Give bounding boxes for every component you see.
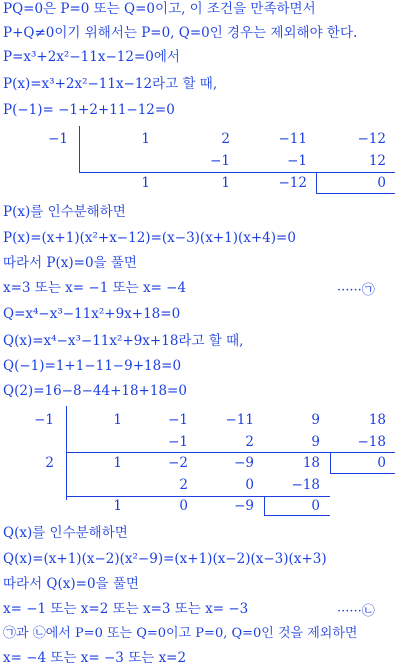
synth1-root: −1 [48, 131, 68, 147]
synth1-r3-c4: 0 [377, 175, 386, 191]
synth1-r1-c3: −11 [278, 131, 307, 147]
synth2-r2-c4: 9 [311, 434, 320, 450]
synth2-remainder-box-1-left [330, 452, 331, 474]
synth2-r1-c4: 9 [311, 412, 320, 428]
text-line-8: 따라서 P(x)=0을 풀면 [3, 255, 137, 271]
text-line-9: x=3 또는 x= −1 또는 x= −4 [3, 280, 187, 296]
text-line-6: P(x)를 인수분해하면 [3, 204, 126, 220]
synth1-r3-c1: 1 [141, 175, 150, 191]
synth2-r3-c5: 0 [377, 455, 386, 471]
text-line-2: P+Q≠0이기 위해서는 P=0, Q=0인 경우는 제외해야 한다. [3, 25, 358, 41]
synth2-r2-c2: −1 [168, 434, 188, 450]
text-line-15: Q(x)=(x+1)(x−2)(x²−9)=(x+1)(x−2)(x−3)(x+3) [3, 551, 327, 567]
synth2-r4-c3: 0 [245, 477, 254, 493]
synth2-r1-c5: 18 [368, 412, 386, 428]
synth2-r3-c3: −9 [234, 455, 254, 471]
synth1-remainder-box-bottom [316, 193, 395, 194]
text-line-12: Q(−1)=1+1−11−9+18=0 [3, 358, 182, 374]
synth2-r5-c4: 0 [311, 498, 320, 514]
synth2-remainder-box-2-bottom [264, 515, 330, 516]
text-line-3: P=x³+2x²−11x−12=0에서 [3, 49, 180, 65]
synth1-r1-c4: −12 [357, 131, 386, 147]
synth2-r2-c3: 2 [245, 434, 254, 450]
synth2-rule-2 [66, 496, 330, 497]
synth2-root2: 2 [45, 455, 54, 471]
synth2-r4-c4: −18 [291, 477, 320, 493]
marker-2: ······㉡ [337, 604, 375, 619]
synth1-r3-c2: 1 [221, 175, 230, 191]
text-line-19: x= −4 또는 x= −3 또는 x=2 [3, 650, 187, 666]
synth1-r1-c1: 1 [141, 131, 150, 147]
synth1-r2-c2: −1 [210, 153, 230, 169]
synth2-r5-c1: 1 [113, 498, 122, 514]
synth2-r4-c2: 2 [179, 477, 188, 493]
synth1-rule [79, 172, 395, 173]
text-line-4: P(x)=x³+2x²−11x−12라고 할 때, [3, 76, 218, 92]
synth2-r1-c1: 1 [113, 412, 122, 428]
text-line-10: Q=x⁴−x³−11x²+9x+18=0 [3, 306, 181, 322]
synth2-r3-c2: −2 [168, 455, 188, 471]
synth1-r2-c3: −1 [287, 153, 307, 169]
synth1-r1-c2: 2 [221, 131, 230, 147]
synth2-r3-c4: 18 [302, 455, 320, 471]
synth2-remainder-box-1-bottom [330, 473, 395, 474]
synth2-r1-c3: −11 [225, 412, 254, 428]
synth2-r3-c1: 1 [113, 455, 122, 471]
text-line-18: ㉠과 ㉡에서 P=0 또는 Q=0이고 P=0, Q=0인 것을 제외하면 [3, 626, 358, 641]
text-line-13: Q(2)=16−8−44+18+18=0 [3, 383, 187, 399]
text-line-17: x= −1 또는 x=2 또는 x=3 또는 x= −3 [3, 601, 249, 617]
text-line-7: P(x)=(x+1)(x²+x−12)=(x−3)(x+1)(x+4)=0 [3, 230, 296, 246]
text-line-1: PQ=0은 P=0 또는 Q=0이고, 이 조건을 만족하면서 [3, 1, 316, 17]
synth2-root1: −1 [34, 412, 54, 428]
text-line-5: P(−1)= −1+2+11−12=0 [3, 102, 175, 118]
synth2-r5-c2: 0 [179, 498, 188, 514]
synth2-r2-c5: −18 [357, 434, 386, 450]
synth1-r2-c4: 12 [368, 153, 386, 169]
synth1-divider [79, 126, 80, 172]
synth2-divider [66, 406, 67, 500]
synth1-remainder-box-left [316, 172, 317, 194]
synth2-r5-c3: −9 [234, 498, 254, 514]
text-line-11: Q(x)=x⁴−x³−11x²+9x+18라고 할 때, [3, 333, 244, 349]
synth2-r1-c2: −1 [168, 412, 188, 428]
synth2-rule-1 [66, 452, 395, 453]
synth2-remainder-box-2-left [264, 496, 265, 516]
synth1-r3-c3: −12 [278, 175, 307, 191]
text-line-14: Q(x)를 인수분해하면 [3, 525, 128, 541]
marker-1: ······㉠ [337, 283, 375, 298]
text-line-16: 따라서 Q(x)=0을 풀면 [3, 576, 139, 592]
